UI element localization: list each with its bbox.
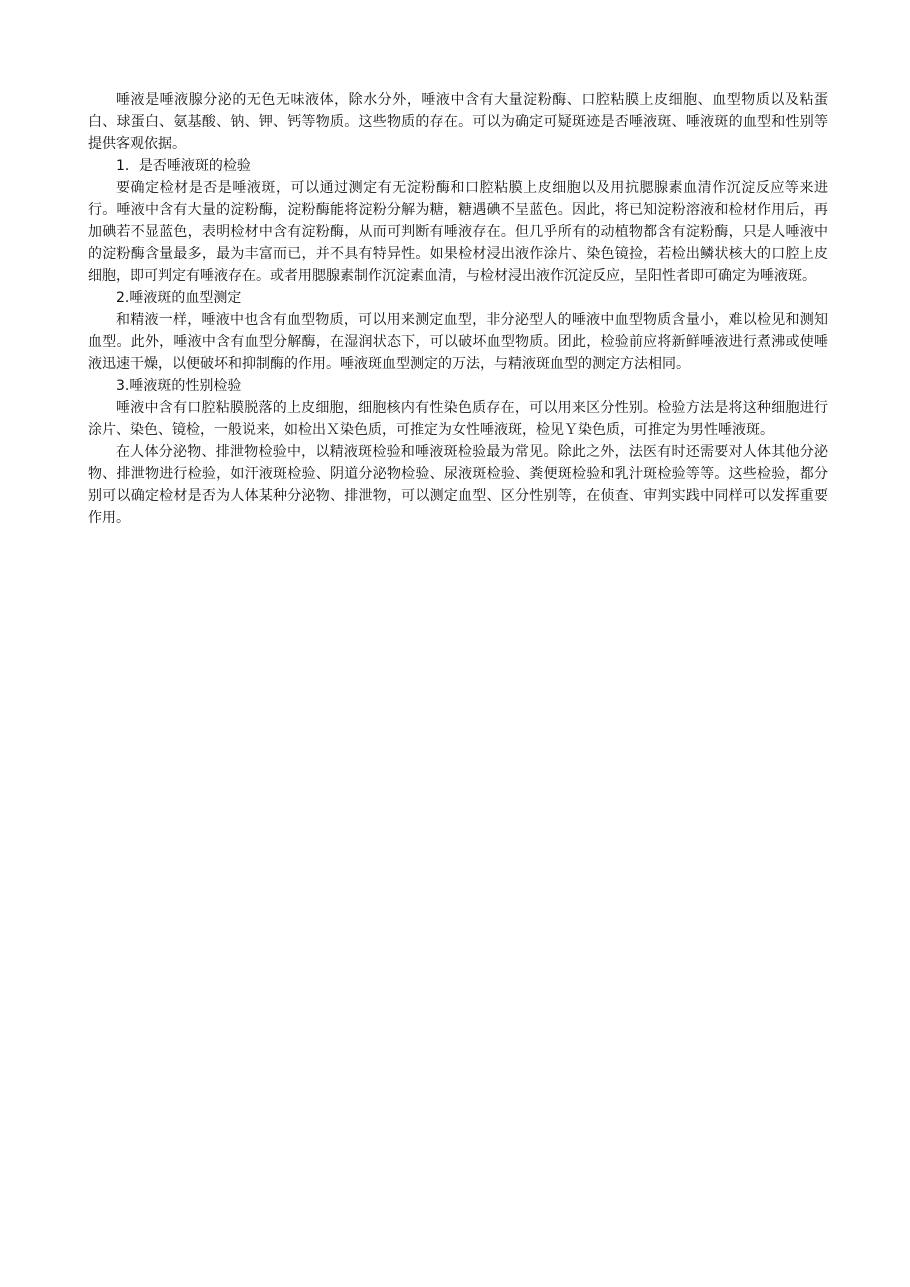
section-heading-3: 3.唾液斑的性别检验 [116,378,242,394]
closing-paragraph: 在人体分泌物、排泄物检验中，以精液斑检验和唾液斑检验最为常见。除此之外，法医有时还需要对人体其他分泌物、排泄物进行检验，如汗液斑检验、阴道分泌物检验、尿液斑检验、粪便斑检验和乳汁斑检验等等。这些检验，都分别可以确定检材是否为人体某种分泌物、排泄物，可以测定血型、区分性别等，在侦查、审判实践中同样可以发挥重要作用。 [88,444,828,526]
section-2-paragraph: 和精液一样，唾液中也含有血型物质，可以用来测定血型，非分泌型人的唾液中血型物质含量小，难以检见和测知血型。此外，唾液中含有血型分解酶，在湿润状态下，可以破坏血型物质。团此，检验前应将新鲜唾液进行煮沸或使唾液迅速干燥，以便破坏和抑制酶的作用。唾液斑血型测定的万法，与精液斑血型的测定方法相同。 [88,312,828,372]
section-heading-2: 2.唾液斑的血型测定 [116,290,242,306]
section-1-paragraph: 要确定检材是否是唾液斑，可以通过测定有无淀粉酶和口腔粘膜上皮细胞以及用抗腮腺素血清作沉淀反应等来进行。唾液中含有大量的淀粉酶，淀粉酶能将淀粉分解为糖，糖遇碘不呈蓝色。因此，将已知淀粉溶液和检材作用后，再加碘若不显蓝色，表明检材中含有淀粉酶，从而可判断有唾液存在。但几乎所有的动植物都含有淀粉酶，只是人唾液中的淀粉酶含量最多，最为丰富而已，并不具有特异性。如果检材浸出液作涂片、染色镜捡，若检出鳞状核大的口腔上皮细胞，即可判定有唾液存在。或者用腮腺素制作沉淀素血清，与检材浸出液作沉淀反应，呈阳性者即可确定为唾液斑。 [88,180,828,284]
document-body [88,89,828,529]
section-3-paragraph: 唾液中含有口腔粘膜脱落的上皮细胞，细胞核内有性染色质存在，可以用来区分性别。检验方法是将这种细胞进行涂片、染色、镜检，一般说来，如检出Ｘ染色质，可推定为女性唾液斑，检见Ｙ染色质，可推定为男性唾液斑。 [88,400,828,438]
section-heading-1: 1．是否唾液斑的检验 [116,158,251,174]
intro-paragraph: 唾液是唾液腺分泌的无色无味液体，除水分外，唾液中含有大量淀粉酶、口腔粘膜上皮细胞、血型物质以及粘蛋白、球蛋白、氨基酸、钠、钾、钙等物质。这些物质的存在。可以为确定可疑斑迹是否唾液斑、唾液斑的血型和性别等提供客观依据。 [88,92,828,152]
